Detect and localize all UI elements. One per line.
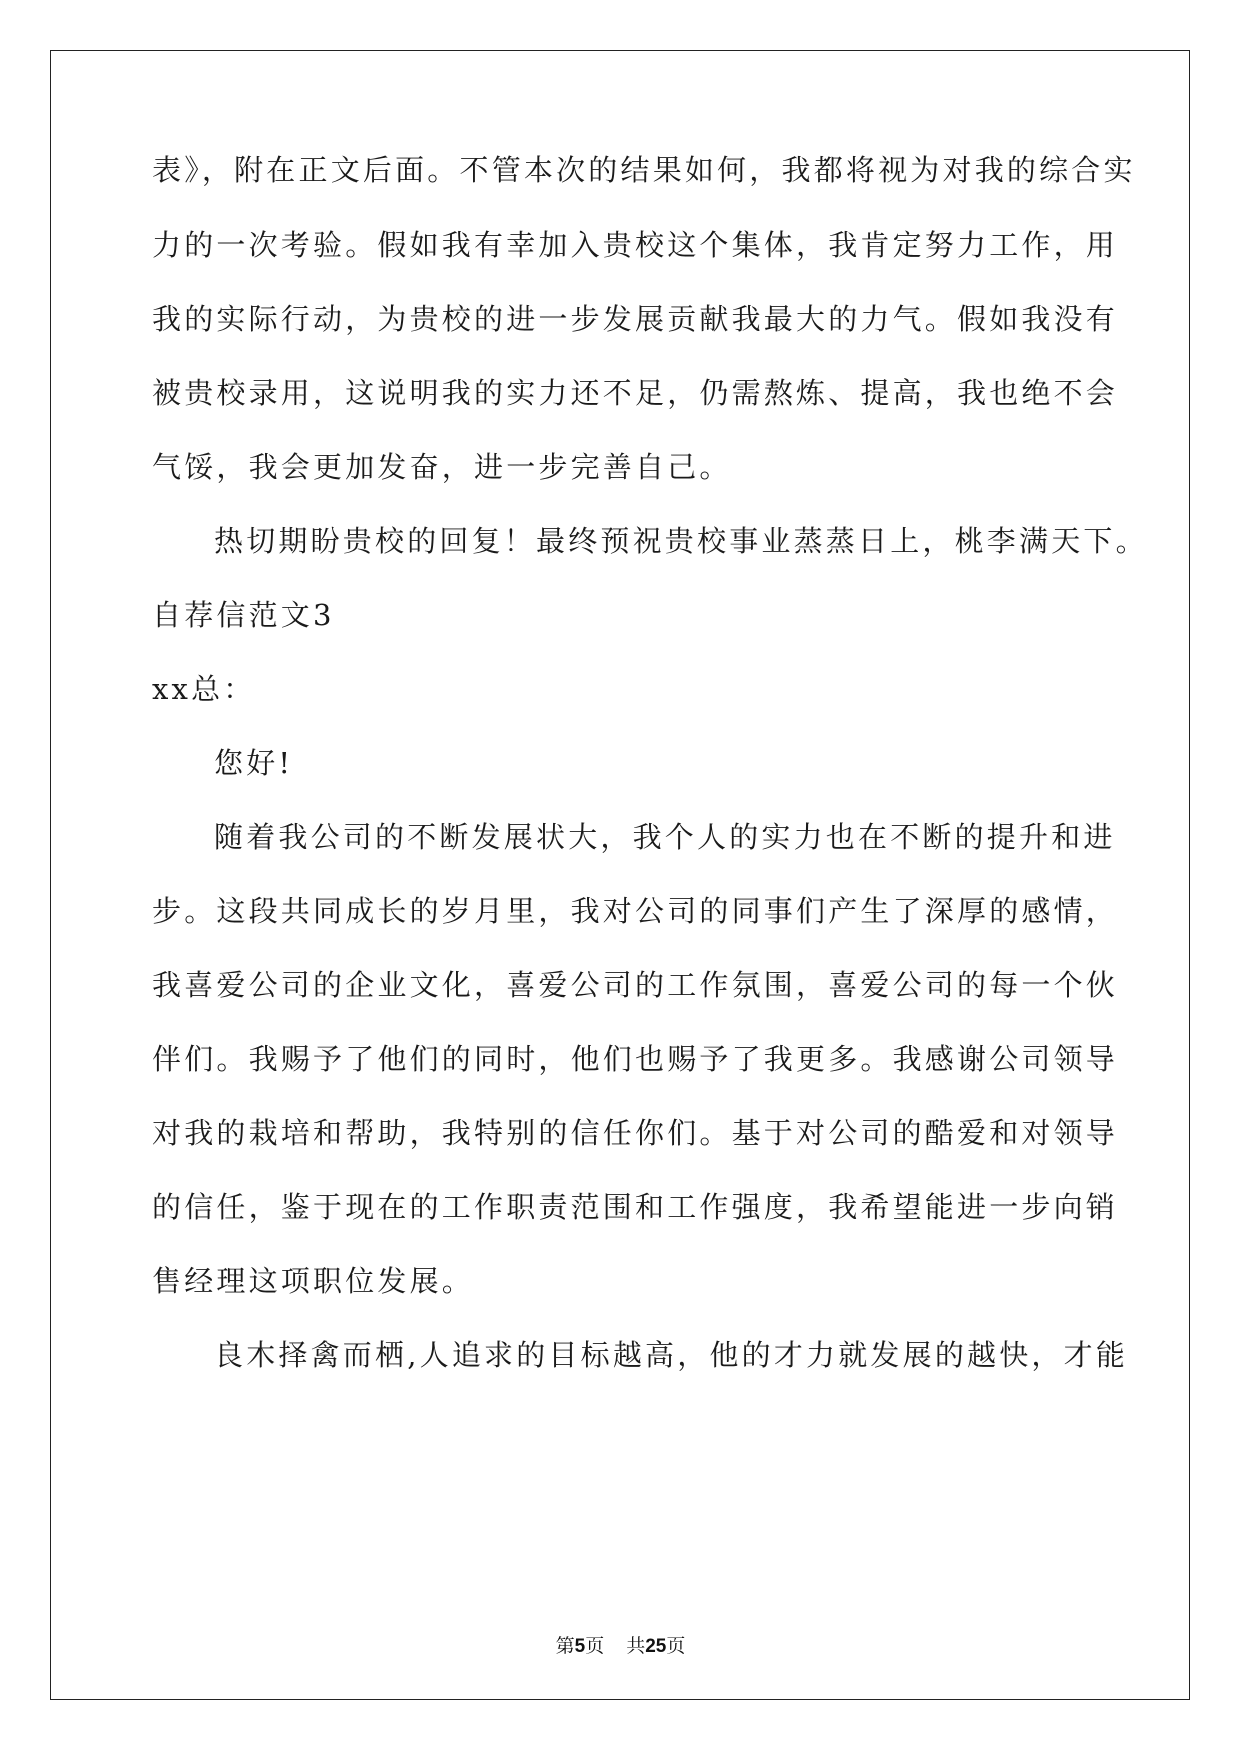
body-line: 表》，附在正文后面。不管本次的结果如何，我都将视为对我的综合实 (152, 153, 1136, 187)
body-line: 被贵校录用，这说明我的实力还不足，仍需熬炼、提高，我也绝不会 (152, 376, 1119, 410)
page-number: 5 (574, 1636, 586, 1657)
body-line: 良木择禽而栖,人追求的目标越高，他的才力就发展的越快，才能 (214, 1338, 1129, 1372)
body-line: 气馁，我会更加发奋，进一步完善自己。 (152, 450, 732, 484)
total-label-prefix: 共 (626, 1635, 646, 1657)
greeting: 您好! (214, 746, 294, 780)
body-line: 的信任，鉴于现在的工作职责范围和工作强度，我希望能进一步向销 (152, 1190, 1119, 1224)
page-border (50, 50, 1190, 1700)
body-line: 售经理这项职位发展。 (152, 1264, 475, 1298)
body-line: 我的实际行动，为贵校的进一步发展贡献我最大的力气。假如我没有 (152, 302, 1119, 336)
body-line: 热切期盼贵校的回复！最终预祝贵校事业蒸蒸日上，桃李满天下。 (214, 524, 1148, 558)
body-line: 随着我公司的不断发展状大，我个人的实力也在不断的提升和进 (214, 820, 1116, 854)
body-line: 我喜爱公司的企业文化，喜爱公司的工作氛围，喜爱公司的每一个伙 (152, 968, 1119, 1002)
body-line: 步。这段共同成长的岁月里，我对公司的同事们产生了深厚的感情， (152, 894, 1119, 928)
page-label-suffix: 页 (585, 1635, 605, 1657)
salutation: xx总： (152, 672, 256, 706)
section-heading: 自荐信范文3 (152, 598, 335, 632)
body-line: 对我的栽培和帮助，我特别的信任你们。基于对公司的酷爱和对领导 (152, 1116, 1119, 1150)
page-footer (0, 1634, 1241, 1659)
body-line: 伴们。我赐予了他们的同时，他们也赐予了我更多。我感谢公司领导 (152, 1042, 1119, 1076)
page-label-prefix: 第 (555, 1635, 575, 1657)
total-label-suffix: 页 (666, 1635, 686, 1657)
body-line: 力的一次考验。假如我有幸加入贵校这个集体，我肯定努力工作，用 (152, 228, 1119, 262)
total-pages: 25 (645, 1636, 667, 1657)
